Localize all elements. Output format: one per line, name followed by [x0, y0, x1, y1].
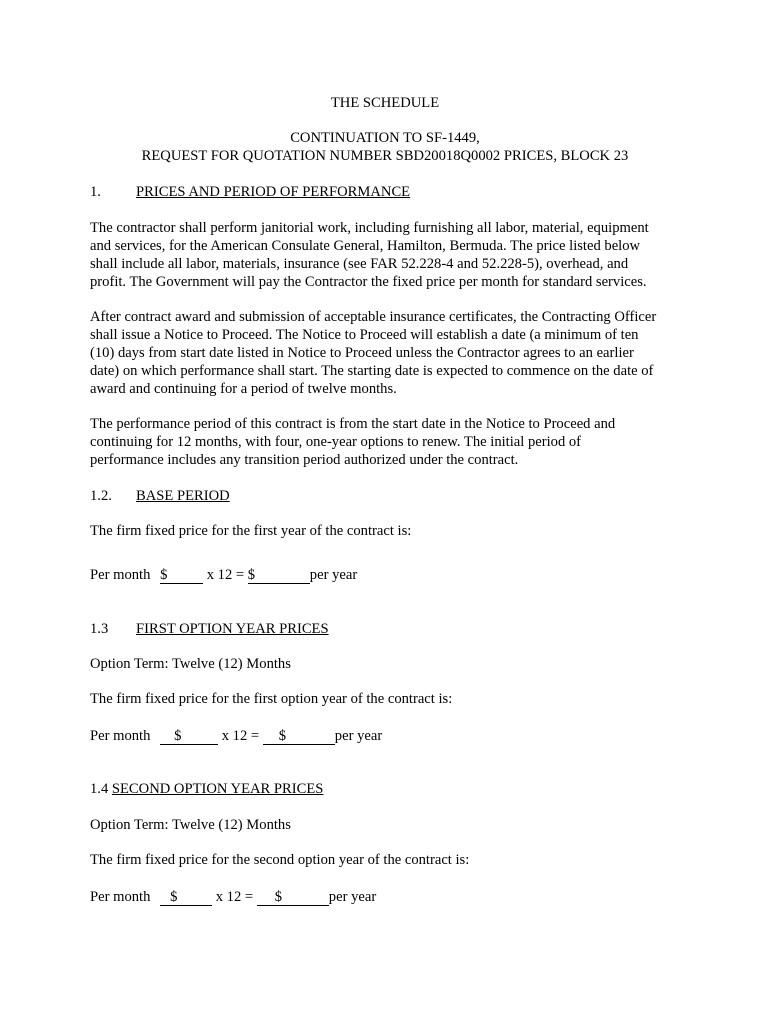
- section-1-4-text: The firm fixed price for the second option year of the contract is:: [90, 852, 470, 868]
- section-1-3-term: Option Term: Twelve (12) Months: [90, 656, 291, 672]
- dollar-sign: $: [247, 567, 256, 583]
- dollar-sign: $: [170, 889, 178, 905]
- monthly-price-field[interactable]: [160, 568, 203, 584]
- monthly-price-field[interactable]: [160, 729, 218, 745]
- section-number: 1.3: [90, 621, 109, 637]
- section-title: SECOND OPTION YEAR PRICES: [111, 781, 324, 797]
- document-subtitle-continuation: CONTINUATION TO SF-1449,: [290, 130, 480, 146]
- times-twelve-label: x 12 =: [221, 728, 260, 744]
- times-twelve-label: x 12 =: [215, 889, 254, 905]
- paragraph-line: performance includes any transition period authorized under the contract.: [90, 452, 519, 468]
- dollar-sign: $: [174, 728, 182, 744]
- paragraph-line: The performance period of this contract is from the start date in the Notice to Proceed and: [90, 416, 616, 432]
- per-year-label: per year: [309, 567, 358, 583]
- monthly-price-field[interactable]: [160, 890, 212, 906]
- section-number: 1.4: [90, 781, 109, 797]
- dollar-sign: $: [278, 728, 287, 744]
- paragraph-line: shall issue a Notice to Proceed. The Notice to Proceed will establish a date (a minimum of ten: [90, 327, 639, 343]
- per-month-label: Per month: [90, 728, 151, 744]
- dollar-sign: $: [274, 889, 283, 905]
- section-1-4-term: Option Term: Twelve (12) Months: [90, 817, 291, 833]
- section-1-2-heading: [90, 487, 230, 505]
- per-year-label: per year: [334, 728, 383, 744]
- section-title: BASE PERIOD: [136, 488, 230, 504]
- paragraph-line: shall include all labor, materials, insurance (see FAR 52.228-4 and 52.228-5), overhead, and: [90, 256, 629, 272]
- per-month-label: Per month: [90, 567, 151, 583]
- section-1-paragraph-3: [90, 415, 690, 469]
- paragraph-line: The contractor shall perform janitorial work, including furnishing all labor, material, equipment: [90, 220, 649, 236]
- first-option-price-line: [90, 727, 382, 745]
- times-twelve-label: x 12 =: [206, 567, 245, 583]
- per-month-label: Per month: [90, 889, 151, 905]
- section-number: 1.2.: [90, 488, 112, 504]
- document-title: THE SCHEDULE: [330, 95, 440, 111]
- paragraph-line: After contract award and submission of acceptable insurance certificates, the Contracting Officer: [90, 309, 657, 325]
- document-subtitle-rfq: REQUEST FOR QUOTATION NUMBER SBD20018Q0002 PRICES, BLOCK 23: [141, 148, 629, 164]
- section-1-heading: [90, 183, 410, 201]
- yearly-price-field[interactable]: [257, 890, 329, 906]
- paragraph-line: date) on which performance shall start. The starting date is expected to commence on the date of: [90, 363, 654, 379]
- yearly-price-field[interactable]: [248, 568, 310, 584]
- paragraph-line: and services, for the American Consulate General, Hamilton, Bermuda. The price listed below: [90, 238, 641, 254]
- section-1-paragraph-1: [90, 219, 690, 291]
- section-1-3-heading: [90, 620, 329, 638]
- section-title: FIRST OPTION YEAR PRICES: [136, 621, 329, 637]
- yearly-price-field[interactable]: [263, 729, 335, 745]
- paragraph-line: award and continuing for a period of twelve months.: [90, 381, 397, 397]
- paragraph-line: continuing for 12 months, with four, one-year options to renew. The initial period of: [90, 434, 582, 450]
- section-1-3-text: The firm fixed price for the first option year of the contract is:: [90, 691, 453, 707]
- dollar-sign: $: [160, 567, 168, 583]
- second-option-price-line: [90, 888, 376, 906]
- section-number: 1.: [90, 184, 101, 200]
- section-1-4-heading: [90, 780, 323, 798]
- per-year-label: per year: [328, 889, 377, 905]
- section-1-paragraph-2: [90, 308, 690, 398]
- base-period-price-line: [90, 566, 357, 584]
- paragraph-line: (10) days from start date listed in Notice to Proceed unless the Contractor agrees to an earlier: [90, 345, 634, 361]
- paragraph-line: profit. The Government will pay the Contractor the fixed price per month for standard services.: [90, 274, 647, 290]
- section-title: PRICES AND PERIOD OF PERFORMANCE: [136, 184, 411, 200]
- section-1-2-text: The firm fixed price for the first year of the contract is:: [90, 523, 412, 539]
